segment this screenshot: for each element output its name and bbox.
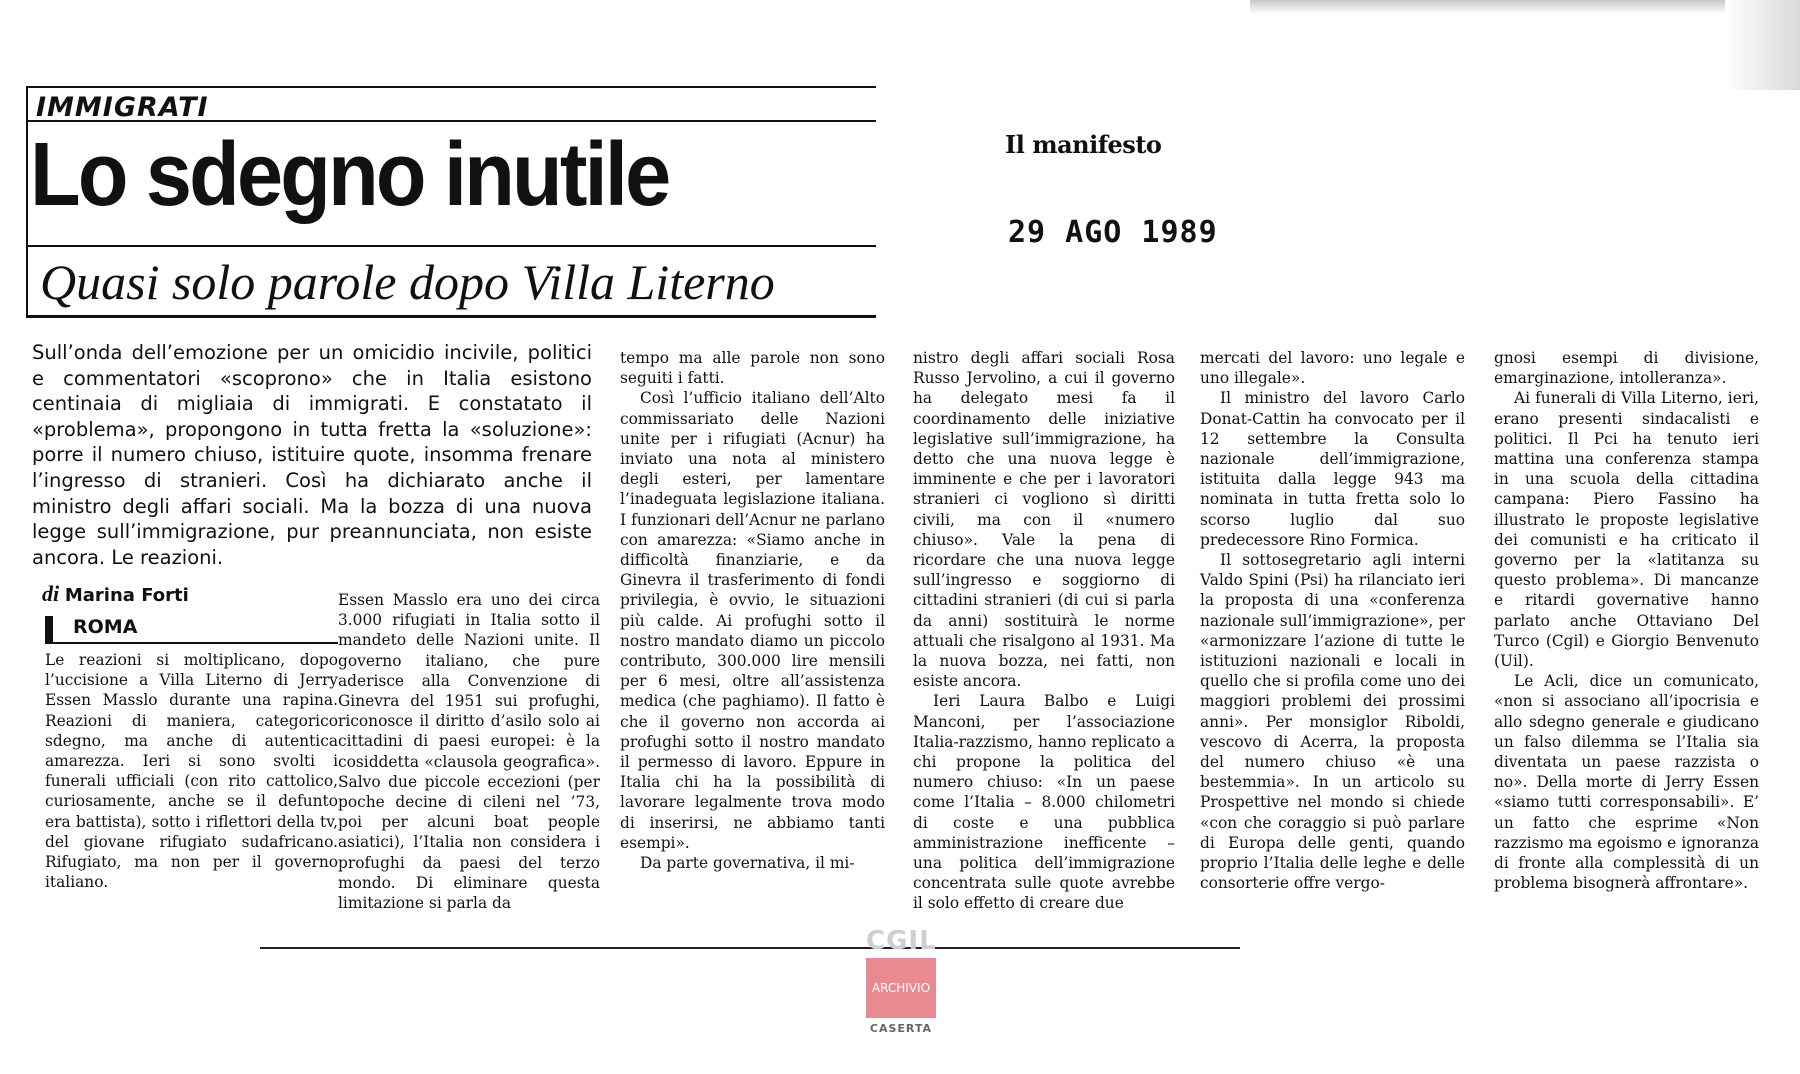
paragraph: Essen Masslo era uno dei circa 3.000 rifugiati in Italia sotto il mandeto delle Nazioni unite. Il governo italiano, che pure aderisce alla Convenzione di Ginevra del 1951 sui profughi, riconosce il diritto d’asilo solo ai cittadini di paesi europei: è la cosiddetta «clausola geografica». Salvo due piccole eccezioni (per poche decine di cileni nel ’73, poi per alcuni boat people asiatici), l’Italia non considera i profughi da paesi del terzo mondo. Di eliminare questa limitazione si parla da [338, 591, 600, 913]
article-column-3 [620, 348, 885, 873]
paragraph: Il sottosegretario agli interni Valdo Spini (Psi) ha rilanciato ieri la proposta di una «conferenza nazionale sull’immigrazione», per «armonizzare l’azione di tutte le istituzioni nazionali e locali in quello che si profila come uno dei maggiori problemi dei prossimi anni». Per monsiglor Riboldi, vescovo di Acerra, la proposta del numero chiuso «è una bestemmia». In un articolo su Prospettive nel mondo si chiede «con che coraggio si può parlare di Europa delle genti, quando proprio l’Italia delle leghe e delle consorterie offre vergo- [1200, 551, 1465, 893]
header-rule-top [26, 86, 876, 88]
article-column-4 [913, 348, 1175, 914]
paragraph: nistro degli affari sociali Rosa Russo Jervolino, a cui il governo ha delegato mesi fa il coordinamento delle iniziative legislative sull’immigrazione, ha detto che una nuova legge è imminente e che per i lavoratori stranieri ci vogliono sì diritti civili, ma con il «numero chiuso». Vale la pena di ricordare che una nuova legge sull’ingresso e soggiorno di cittadini stranieri (di cui si parla da anni) sostituirà le norme attuali che risalgono al 1931. Ma la nuova bozza, nei fatti, non esiste ancora. [913, 349, 1175, 691]
dateline-rule [45, 642, 338, 644]
paragraph: Ai funerali di Villa Literno, ieri, erano presenti sindacalisti e politici. Il Pci ha tenuto ieri mattina una conferenza stampa in una scuola della cittadina campana: Piero Fassino ha illustrato le proposte legislative dei comunisti e ha criticato il governo per la «latitanza su questo problema». Di mancanze e ritardi governative hanno parlato anche Ottaviano Del Turco (Cgil) e Giorgio Benvenuto (Uil). [1494, 389, 1759, 671]
archive-logo [866, 926, 936, 1035]
section-label: IMMIGRATI [36, 92, 209, 123]
headline: Lo sdegno inutile [30, 125, 669, 225]
header-rule-sub [26, 245, 876, 247]
byline-author: Marina Forti [64, 585, 189, 606]
logo-org: CGIL [866, 926, 937, 956]
scan-edge-shadow [1250, 0, 1800, 14]
date-stamp: 29 AGO 1989 [1008, 215, 1218, 250]
dateline-marker [45, 616, 53, 642]
article-column-1 [45, 650, 338, 892]
article-column-2 [338, 590, 600, 913]
logo-badge: ARCHIVIO [866, 958, 936, 1018]
article-column-5 [1200, 348, 1465, 893]
header-rule-bottom [26, 315, 876, 318]
bottom-rule [260, 947, 1240, 949]
paragraph: tempo ma alle parole non sono seguiti i fatti. [620, 349, 885, 388]
logo-city: CASERTA [869, 1022, 933, 1035]
paragraph: Ieri Laura Balbo e Luigi Manconi, per l’associazione Italia-razzismo, hanno replicato a chi propone la politica del numero chiuso: «In un paese come l’Italia – 8.000 chilometri di coste e una pubblica amministrazione inefficente – una politica dell’immigrazione concentrata sulle quote avrebbe il solo effetto di creare due [913, 692, 1175, 913]
newspaper-masthead: Il manifesto [1005, 130, 1162, 159]
paragraph: Da parte governativa, il mi- [640, 854, 855, 873]
paragraph: mercati del lavoro: uno legale e uno illegale». [1200, 349, 1465, 388]
header-rule-left [26, 86, 28, 316]
paragraph: gnosi esempi di divisione, emarginazione, intolleranza». [1494, 349, 1759, 388]
byline [42, 581, 189, 607]
paragraph: Il ministro del lavoro Carlo Donat-Cattin ha convocato per il 12 settembre la Consulta nazionale dell’immigrazione, istituita dalla legge 943 ma nominata in tutta fretta solo lo scorso luglio dal suo predecessore Rino Formica. [1200, 389, 1465, 549]
lead-paragraph: Sull’onda dell’emozione per un omicidio incivile, politici e commentatori «scoprono» che in Italia esistono centinaia di migliaia di immigrati. E constatato il «problema», propongono in tutta fretta la «soluzione»: porre il numero chiuso, istituire quote, insomma frenare l’ingresso di stranieri. Così ha dichiarato anche il ministro degli affari sociali. Ma la bozza di una nuova legge sull’immigrazione, pur preannunciata, non esiste ancora. Le reazioni. [32, 341, 592, 569]
dateline: ROMA [73, 616, 138, 638]
paragraph: Così l’ufficio italiano dell’Alto commissariato delle Nazioni unite per i rifugiati (Acnur) ha inviato una nota al ministero degli esteri, per lamentare l’inadeguata legislazione italiana. I funzionari dell’Acnur ne parlano con amarezza: «Siamo anche in difficoltà finanziarie, e da Ginevra il trasferimento di fondi privilegia, è ovvio, le situazioni più calde. Ai profughi sotto il nostro mandato diamo un piccolo contributo, 300.000 lire mensili per 6 mesi, oltre all’assistenza medica (che paghiamo). Il fatto è che il governo non accorda ai profughi sotto il nostro mandato il permesso di lavoro. Eppure in Italia chi ha la possibilità di lavorare legalmente trova modo di inserirsi, ne abbiamo tanti esempi». [620, 389, 885, 852]
subheadline: Quasi solo parole dopo Villa Literno [40, 254, 775, 310]
article-column-6 [1494, 348, 1759, 893]
paragraph: Le reazioni si moltiplicano, dopo l’uccisione a Villa Literno di Jerry Essen Masslo durante una rapina. Reazioni di maniera, categorico sdegno, ma anche di autentica amarezza. Ieri si sono svolti i funerali ufficiali (con rito cattolico, curiosamente, anche se il defunto era battista), sotto i riflettori della tv, del giovane rifugiato sudafricano. Rifugiato, ma non per il governo italiano. [45, 651, 338, 892]
byline-prefix: di [42, 581, 60, 606]
paragraph: Le Acli, dice un comunicato, «non si associano all’ipocrisia e allo sdegno generale e giudicano un falso dilemma se l’Italia sia diventata un paese razzista o no». Della morte di Jerry Essen «siamo tutti corresponsabili». E’ un fatto che esprime «Non razzismo ma egoismo e ignoranza di fronte alla complessità di un problema bisognerà affrontare». [1494, 672, 1759, 893]
scan-corner-shadow [1725, 0, 1800, 90]
